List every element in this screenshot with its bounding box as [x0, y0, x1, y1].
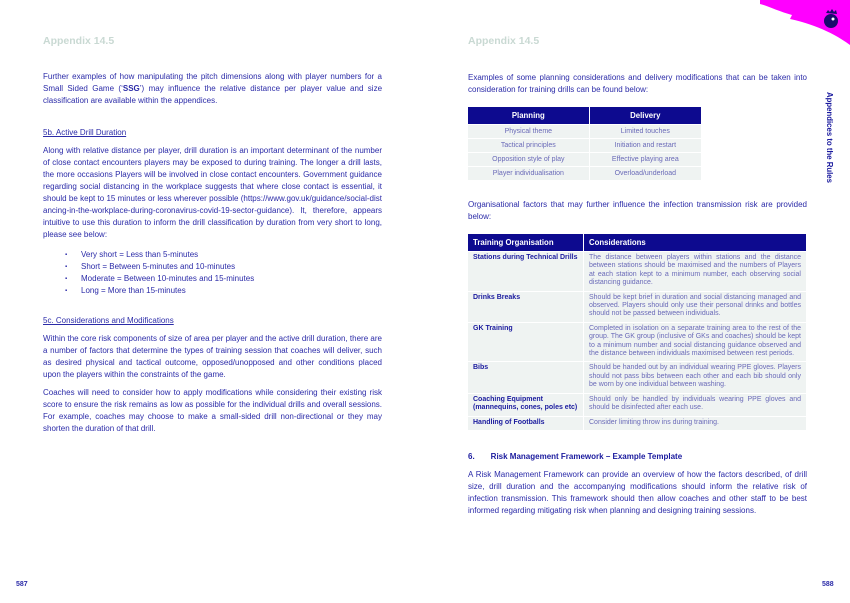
- table-cell: Consider limiting throw ins during training.: [584, 417, 806, 430]
- right-column: [468, 72, 809, 517]
- table-cell: Physical theme: [468, 125, 589, 138]
- list-item: ▪ Very short = Less than 5-minutes: [65, 249, 382, 261]
- page-number-right: 588: [822, 581, 834, 588]
- table-row: [468, 252, 806, 291]
- table-row: [468, 139, 701, 152]
- table-cell: Bibs: [468, 362, 583, 392]
- list-item: ▪ Short = Between 5-minutes and 10-minutes: [65, 261, 382, 273]
- table-row: [468, 362, 806, 392]
- duration-list: [43, 249, 382, 297]
- table-row: [468, 153, 701, 166]
- table-row: [468, 125, 701, 138]
- organisation-intro: Organisational factors that may further influence the infection transmission risk are provided below:: [468, 200, 807, 221]
- table-cell: The distance between players within stations and the distance between stations should be maximised and the numbers of Players at each station kept to a minimum number, each observing social distancing guidance.: [584, 252, 806, 291]
- page-title-right: Appendix 14.5: [468, 35, 540, 47]
- table-cell: Drinks Breaks: [468, 292, 583, 322]
- table-row: [468, 394, 806, 416]
- premier-league-lion-logo: [822, 9, 840, 29]
- side-label: Appendices to the Rules: [825, 92, 834, 183]
- table-row: [468, 417, 806, 430]
- table-row: [468, 292, 806, 322]
- heading-5b: 5b. Active Drill Duration: [43, 128, 127, 137]
- modifications-paragraph: Coaches will need to consider how to apply modifications while considering their existing risk score to ensure the risk remains as low as possible for the individual drills and overall sessions. For example, coaches may choose to make a small-sided drill non-directional or they may shorten the duration of that drill.: [43, 388, 382, 433]
- table-row: [468, 323, 806, 362]
- table-cell: Effective playing area: [590, 153, 701, 166]
- table-cell: Coaching Equipment (mannequins, cones, poles etc): [468, 394, 583, 416]
- intro-paragraph: Further examples of how manipulating the pitch dimensions along with player numbers for a Small Sided Game (‘SSG’) may influence the relative distance per player value and size classification are available within the appendices.: [43, 72, 383, 105]
- column-header: Planning: [468, 107, 589, 124]
- heading-6: 6. Risk Management Framework – Example Template: [468, 451, 683, 461]
- column-header: Considerations: [584, 234, 806, 251]
- page-number-left: 587: [16, 581, 28, 588]
- drill-duration-paragraph: Along with relative distance per player, drill duration is an important determinant of the number of close contact encounters players may be exposed to during training. The longer a drill lasts, the more occasions Players will be involved in close contact encounters. Government guidance regarding social distancing in the workplace suggests that where close contact is essential, it should be kept to 15 minutes or less wherever possible (https://www.gov.uk/guidance/social-distancing-in-the-workplace-during-coronavirus-covid-19-sector-guidance). It, therefore, appears intuitive to use this duration to inform the drill classification by duration from very short to long, please see below:: [43, 146, 382, 239]
- list-item: ▪ Moderate = Between 10-minutes and 15-minutes: [65, 273, 382, 285]
- table-cell: Stations during Technical Drills: [468, 252, 583, 291]
- training-organisation-table: [467, 233, 807, 431]
- table-cell: Handling of Footballs: [468, 417, 583, 430]
- gov-guidance-link[interactable]: https://www.gov.uk/guidance/social-distancing-in-the-workplace-during-coronavirus-covid-19-sector-guidance: [43, 194, 382, 215]
- table-cell: Should be handed out by an individual wearing PPE gloves. Players should not pass bibs between each other and each bib should only be worn by one individual between washing.: [584, 362, 806, 392]
- heading-5c: 5c. Considerations and Modifications: [43, 316, 174, 325]
- left-column: [43, 71, 382, 435]
- table-cell: Tactical principles: [468, 139, 589, 152]
- table-cell: Initiation and restart: [590, 139, 701, 152]
- table-cell: Overload/underload: [590, 167, 701, 180]
- list-item: ▪ Long = More than 15-minutes: [65, 285, 382, 297]
- column-header: Training Organisation: [468, 234, 583, 251]
- planning-delivery-table: [467, 106, 702, 181]
- table-cell: Should only be handled by individuals wearing PPE gloves and should be disinfected after each use.: [584, 394, 806, 416]
- risk-framework-paragraph: A Risk Management Framework can provide an overview of how the factors described, of drill size, drill duration and the accompanying modifications should inform the relative risk of infection transmission. This framework should then allow coaches and other staff to be best informed regarding mitigating risk when planning and designing training sessions.: [468, 469, 807, 515]
- table-cell: Limited touches: [590, 125, 701, 138]
- table-cell: GK Training: [468, 323, 583, 362]
- table-cell: Should be kept brief in duration and social distancing managed and observed. Players should only use their personal drinks and bottles should not be passed between individuals.: [584, 292, 806, 322]
- column-header: Delivery: [590, 107, 701, 124]
- table-cell: Player individualisation: [468, 167, 589, 180]
- table-row: [468, 167, 701, 180]
- planning-intro: Examples of some planning considerations and delivery modifications that can be taken into consideration for training drills can be found below:: [468, 73, 807, 94]
- considerations-paragraph: Within the core risk components of size of area per player and the active drill duration, there are a number of factors that determine the types of training session that coaches will deliver, such as desired physical and tactical outcome, opposed/unopposed and other conditions placed upon the players within the constraints of the game.: [43, 334, 382, 379]
- page-title-left: Appendix 14.5: [43, 35, 115, 47]
- table-cell: Completed in isolation on a separate training area to the rest of the group. The GK group (inclusive of GKs and coaches) should be kept to a minimum number and social distancing guidance observed and the distance between individuals maximised between rest periods.: [584, 323, 806, 362]
- table-cell: Opposition style of play: [468, 153, 589, 166]
